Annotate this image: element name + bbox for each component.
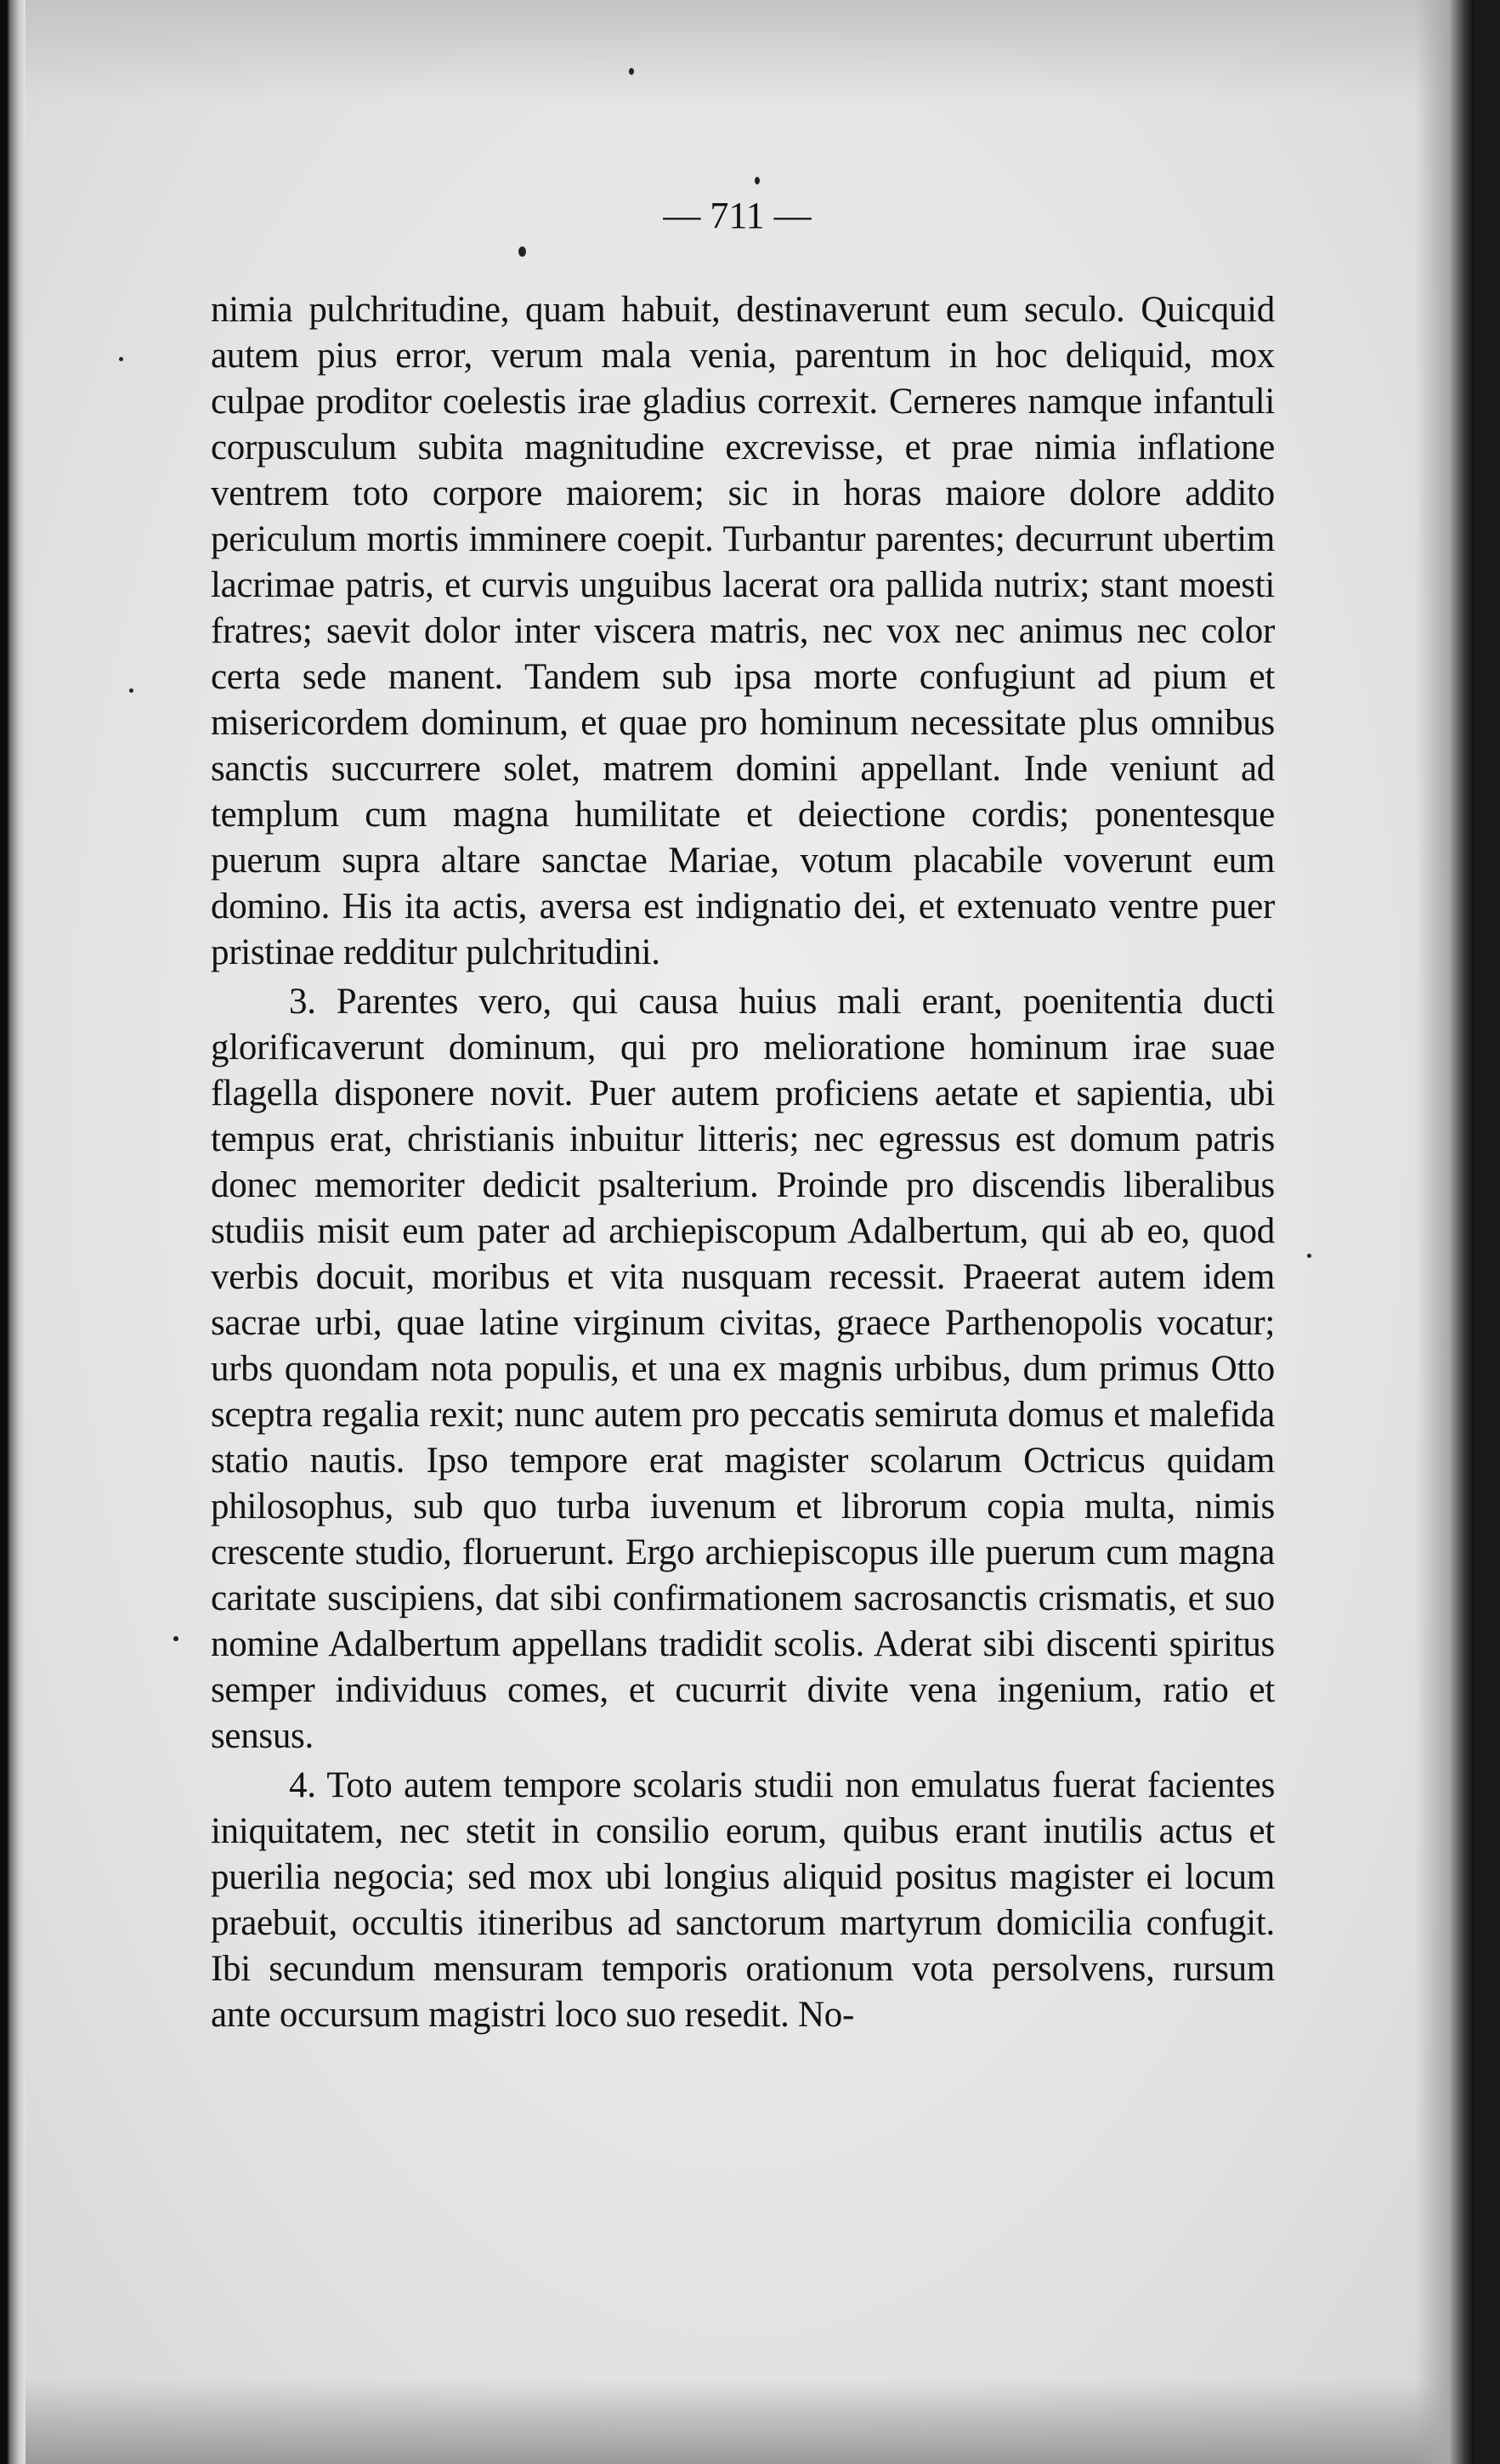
ink-speck <box>173 1636 178 1641</box>
body-text <box>211 287 1275 2038</box>
top-shadow <box>0 0 1475 102</box>
ink-speck <box>629 68 634 75</box>
page-number: — 711 — <box>663 195 812 236</box>
paragraph-4: 4. Toto autem tempore scolaris studii non emulatus fuerat facientes iniquitatem, nec stetit in consilio eorum, quibus erant inutilis actus et puerilia negocia; sed mox ubi longius aliquid positus magister ei locum praebuit, occultis itineribus ad sanctorum martyrum domicilia confugit. Ibi secundum mensuram temporis orationum vota persolvens, rursum ante occursum magistri loco suo resedit. No- <box>211 1765 1275 2035</box>
ink-speck <box>119 357 123 361</box>
ink-speck <box>1307 1254 1311 1258</box>
right-page-edge <box>1415 0 1475 2464</box>
left-page-edge <box>0 0 25 2464</box>
paragraph-3: 3. Parentes vero, qui causa huius mali erant, poenitentia ducti glorificaverunt dominum, qui pro melioratione hominum irae suae flagella disponere novit. Puer autem proficiens aetate et sapientia, ubi tempus erat, christianis inbuitur litteris; nec egressus est domum patris donec memoriter dedicit psalterium. Proinde pro discendis liberalibus studiis misit eum pater ad archiepiscopum Adalbertum, qui ab eo, quod verbis docuit, moribus et vita nusquam recessit. Praeerat autem idem sacrae urbi, quae latine virginum civitas, graece Parthenopolis vocatur; urbs quondam nota populis, et una ex magnis urbibus, dum primus Otto sceptra regalia rexit; nunc autem pro peccatis semiruta domus et malefida statio nautis. Ipso tempore erat magister scolarum Octricus quidam philosophus, sub quo turba iuvenum et librorum copia multa, nimis crescente studio, floruerunt. Ergo archiepiscopus ille puerum cum magna caritate suscipiens, dat sibi confirmationem sacrosanctis crismatis, et suo nomine Adalbertum appellans tradidit scolis. Aderat sibi discenti spiritus semper individuus comes, et cucurrit divite vena ingenium, ratio et sensus. <box>211 982 1275 1756</box>
ink-speck <box>129 688 133 693</box>
ink-speck <box>518 246 526 257</box>
bottom-shadow <box>0 2379 1475 2464</box>
paragraph-continued: nimia pulchritudine, quam habuit, destinaverunt eum seculo. Quicquid autem pius error, verum mala venia, parentum in hoc deliquid, mox culpae proditor coelestis irae gladius correxit. Cerneres namque infantuli corpusculum subita magnitudine excrevisse, et prae nimia inflatione ventrem toto corpore maiorem; sic in horas maiore dolore addito periculum mortis imminere coepit. Turbantur parentes; decurrunt ubertim lacrimae patris, et curvis unguibus lacerat ora pallida nutrix; stant moesti fratres; saevit dolor inter viscera matris, nec vox nec animus nec color certa sede manent. Tandem sub ipsa morte confugiunt ad pium et misericordem dominum, et quae pro hominum necessitate plus omnibus sanctis succurrere solet, matrem domini appellant. Inde veniunt ad templum cum magna humilitate et deiectione cordis; ponentesque puerum supra altare sanctae Mariae, votum placabile voverunt eum domino. His ita actis, aversa est indignatio dei, et extenuato ventre puer pristinae redditur pulchritudini. <box>211 290 1275 972</box>
ink-speck <box>755 177 760 184</box>
